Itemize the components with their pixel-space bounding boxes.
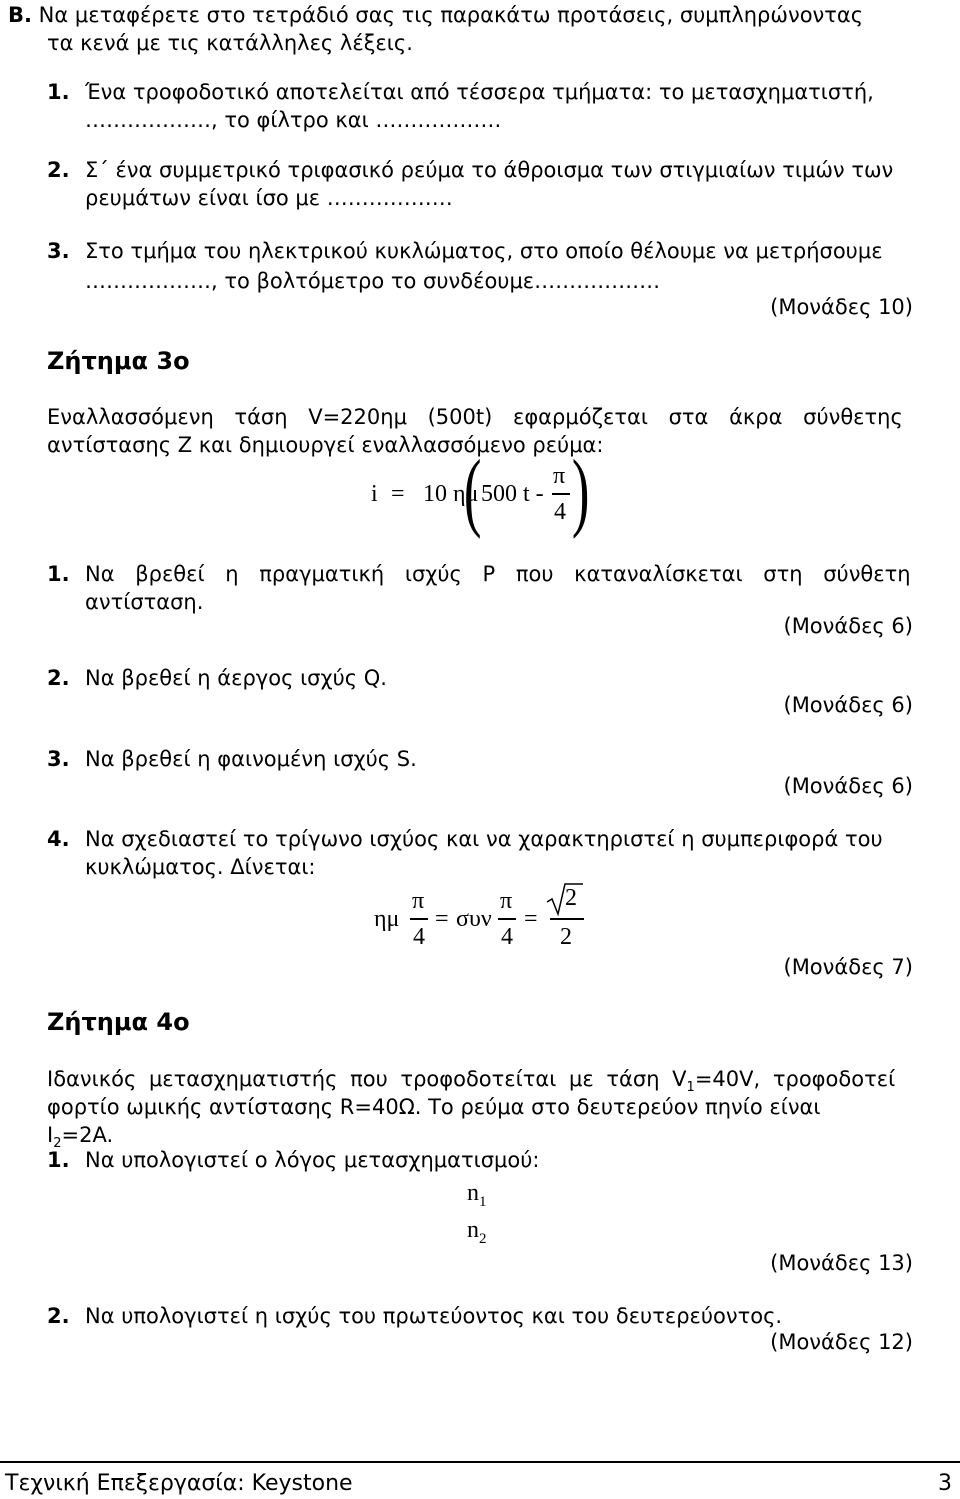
question-number: 2. bbox=[47, 666, 70, 690]
item-text: ρευμάτων είναι ίσο με ……………… bbox=[85, 186, 453, 210]
item-text: Στο τμήμα του ηλεκτρικού κυκλώματος, στο οποίο θέλουμε να μετρήσουμε bbox=[85, 239, 883, 263]
marks: (Μονάδες 6) bbox=[783, 614, 913, 638]
topic-intro: Ιδανικός μετασχηματιστής που τροφοδοτείται με τάση $V_1=40V$, τροφοδοτεί bbox=[47, 1067, 896, 1096]
item-number: 3. bbox=[47, 239, 70, 263]
item-number: 2. bbox=[47, 158, 70, 182]
marks: (Μονάδες 10) bbox=[770, 295, 913, 319]
question-text: Να βρεθεί η φαινομένη ισχύς S. bbox=[85, 747, 417, 771]
marks: (Μονάδες 6) bbox=[783, 693, 913, 717]
instruction-line-2: τα κενά με τις κατάλληλες λέξεις. bbox=[47, 31, 413, 55]
question-text: Να υπολογιστεί ο λόγος μετασχηματισμού: bbox=[85, 1148, 540, 1172]
marks: (Μονάδες 12) bbox=[770, 1330, 913, 1354]
question-number: 2. bbox=[47, 1304, 70, 1328]
section-b-instruction bbox=[8, 2, 863, 28]
item-text: Ένα τροφοδοτικό αποτελείται από τέσσερα τμήματα: το μετασχηματιστή, bbox=[85, 80, 874, 104]
question-text: Να σχεδιαστεί το τρίγωνο ισχύος και να χαρακτηριστεί η συμπεριφορά του bbox=[85, 827, 883, 851]
footer-divider bbox=[0, 1461, 960, 1463]
item-number: 1. bbox=[47, 80, 70, 104]
question-text: Να βρεθεί η πραγματική ισχύς Ρ που καταναλίσκεται στη σύνθετη bbox=[85, 562, 911, 586]
page-number: 3 bbox=[938, 1471, 952, 1496]
item-text: ………………, το φίλτρο και ……………… bbox=[85, 108, 502, 132]
question-text: αντίσταση. bbox=[85, 590, 204, 614]
question-number: 1. bbox=[47, 562, 70, 586]
topic-heading: Ζήτημα 4ο bbox=[47, 1008, 190, 1036]
question-text: κυκλώματος. Δίνεται: bbox=[85, 855, 316, 879]
question-number: 1. bbox=[47, 1148, 70, 1172]
section-label: Β. bbox=[8, 3, 32, 27]
marks: (Μονάδες 6) bbox=[783, 774, 913, 798]
topic-intro: φορτίο ωμικής αντίστασης R=40Ω. Το ρεύμα στο δευτερεύον πηνίο είναι bbox=[47, 1095, 821, 1119]
question-number: 3. bbox=[47, 747, 70, 771]
marks: (Μονάδες 7) bbox=[783, 955, 913, 979]
topic-heading: Ζήτημα 3ο bbox=[47, 347, 190, 375]
item-text: Σ΄ ένα συμμετρικό τριφασικό ρεύμα το άθροισμα των στιγμιαίων τιμών των bbox=[85, 158, 894, 182]
item-text: ………………, το βολτόμετρο το συνδέουμε……………… bbox=[85, 269, 661, 293]
topic-intro: αντίστασης Ζ και δημιουργεί εναλλασσόμενο ρεύμα: bbox=[47, 433, 604, 457]
question-number: 4. bbox=[47, 827, 70, 851]
marks: (Μονάδες 13) bbox=[770, 1251, 913, 1275]
footer-text: Τεχνική Επεξεργασία: Keystone bbox=[5, 1471, 353, 1496]
question-text: Να βρεθεί η άεργος ισχύς Q. bbox=[85, 666, 387, 690]
question-text: Να υπολογιστεί η ισχύς του πρωτεύοντος και του δευτερεύοντος. bbox=[85, 1304, 783, 1328]
instruction-line-1: Να μεταφέρετε στο τετράδιό σας τις παρακάτω προτάσεις, συμπληρώνοντας bbox=[38, 3, 864, 27]
topic-intro: $I_2=2A$. bbox=[47, 1123, 114, 1152]
topic-intro: Εναλλασσόμενη τάση V=220ημ (500t) εφαρμόζεται στα άκρα σύνθετης bbox=[47, 405, 903, 429]
